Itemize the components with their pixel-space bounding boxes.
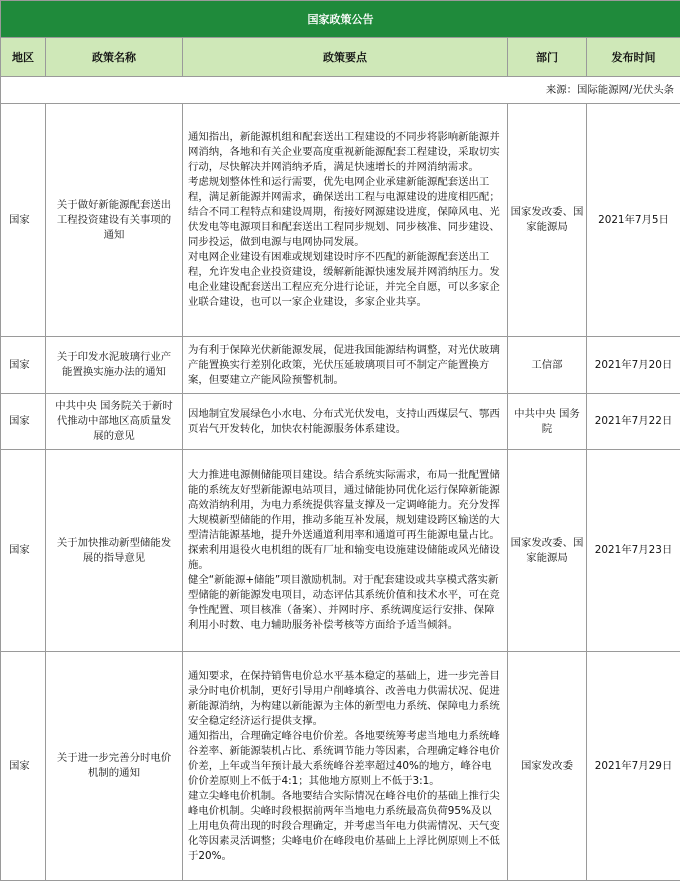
table-row: [1, 652, 680, 881]
cell-policy-points: [183, 394, 508, 450]
cell-policy-name: 关于做好新能源配套送出工程投资建设有关事项的通知: [46, 104, 183, 337]
policy-point: 通知要求，在保持销售电价总水平基本稳定的基础上，进一步完善目录分时电价机制，更好引导用户削峰填谷、改善电力供需状况、促进新能源消纳，为构建以新能源为主体的新型电力系统、保障电力系统安全稳定经济运行提供支撑。: [188, 669, 500, 727]
cell-policy-name: 关于印发水泥玻璃行业产能置换实施办法的通知: [46, 337, 183, 394]
cell-policy-name: 关于进一步完善分时电价机制的通知: [46, 652, 183, 881]
header-row: [1, 38, 680, 77]
cell-date: 2021年7月29日: [587, 652, 680, 881]
title-row: [1, 1, 680, 38]
cell-dept: 国家发改委、国家能源局: [508, 104, 587, 337]
header-date: 发布时间: [587, 38, 680, 77]
cell-region: 国家: [1, 652, 46, 881]
cell-policy-name: 中共中央 国务院关于新时代推动中部地区高质量发展的意见: [46, 394, 183, 450]
cell-date: 2021年7月20日: [587, 337, 680, 394]
policy-point: 通知指出，新能源机组和配套送出工程建设的不同步将影响新能源并网消纳，各地和有关企业要高度重视新能源配套工程建设，采取切实行动，尽快解决并网消纳矛盾，满足快速增长的并网消纳需求。: [188, 131, 500, 173]
policy-point: 健全“新能源+储能”项目激励机制。对于配套建设或共享模式落实新型储能的新能源发电项目，动态评估其系统价值和技术水平，可在竞争性配置、项目核准（备案）、并网时序、系统调度运行安排、保障利用小时数、电力辅助服务补偿考核等方面给予适当倾斜。: [188, 574, 500, 631]
cell-dept: 工信部: [508, 337, 587, 394]
cell-policy-name: 关于加快推动新型储能发展的指导意见: [46, 450, 183, 652]
cell-dept: 国家发改委、国家能源局: [508, 450, 587, 652]
table-row: [1, 104, 680, 337]
cell-date: 2021年7月22日: [587, 394, 680, 450]
header-points: 政策要点: [183, 38, 508, 77]
cell-policy-points: [183, 652, 508, 881]
cell-dept: 中共中央 国务院: [508, 394, 587, 450]
table-row: [1, 394, 680, 450]
cell-region: 国家: [1, 104, 46, 337]
policy-point: 为有利于保障光伏新能源发展，促进我国能源结构调整，对光伏玻璃产能置换实行差别化政策，光伏压延玻璃项目可不制定产能置换方案，但要建立产能风险预警机制。: [188, 343, 500, 386]
cell-region: 国家: [1, 337, 46, 394]
cell-region: 国家: [1, 450, 46, 652]
policy-point: 考虑规划整体性和运行需要，优先电网企业承建新能源配套送出工程，满足新能源并网需求，确保送出工程与电源建设的进度相匹配；结合不同工程特点和建设周期，衔接好网源建设进度，保障风电、光伏发电等电源项目和配套送出工程同步规划、同步核准、同步建设、同步投运，做到电源与电网协同发展。: [188, 176, 500, 248]
cell-date: 2021年7月5日: [587, 104, 680, 337]
header-dept: 部门: [508, 38, 587, 77]
policy-point: 对电网企业建设有困难或规划建设时序不匹配的新能源配套送出工程，允许发电企业投资建设，缓解新能源快速发展并网消纳压力。发电企业建设配套送出工程应充分进行论证，并完全自愿，可以多家企业联合建设，也可以一家企业建设，多家企业共享。: [188, 251, 500, 308]
cell-dept: 国家发改委: [508, 652, 587, 881]
policy-point: 因地制宜发展绿色小水电、分布式光伏发电，支持山西煤层气、鄂西页岩气开发转化，加快农村能源服务体系建设。: [188, 407, 500, 435]
table-row: [1, 337, 680, 394]
table-row: [1, 450, 680, 652]
source-row: [1, 77, 680, 104]
policy-point: 大力推进电源侧储能项目建设。结合系统实际需求，布局一批配置储能的系统友好型新能源电站项目，通过储能协同优化运行保障新能源高效消纳利用，为电力系统提供容量支撑及一定调峰能力。充分发挥大规模新型储能的作用，推动多能互补发展，规划建设跨区输送的大型清洁能源基地，提升外送通道利用率和通道可再生能源电量占比。探索利用退役火电机组的既有厂址和输变电设施建设储能或风光储设施。: [188, 469, 500, 571]
header-region: 地区: [1, 38, 46, 77]
policy-point: 建立尖峰电价机制。各地要结合实际情况在峰谷电价的基础上推行尖峰电价机制。尖峰时段根据前两年当地电力系统最高负荷95%及以上用电负荷出现的时段合理确定，并考虑当年电力供需情况、天气变化等因素灵活调整；尖峰电价在峰段电价基础上上浮比例原则上不低于20%。: [188, 789, 500, 862]
cell-region: 国家: [1, 394, 46, 450]
table-title: 国家政策公告: [1, 1, 680, 38]
cell-policy-points: [183, 104, 508, 337]
source-note: 来源：国际能源网/光伏头条: [1, 77, 680, 104]
cell-date: 2021年7月23日: [587, 450, 680, 652]
header-name: 政策名称: [46, 38, 183, 77]
policy-point: 通知指出，合理确定峰谷电价价差。各地要统筹考虑当地电力系统峰谷差率、新能源装机占比、系统调节能力等因素，合理确定峰谷电价价差，上年或当年预计最大系统峰谷差率超过40%的地方，峰谷电价价差原则上不低于4:1；其他地方原则上不低于3:1。: [188, 729, 500, 787]
cell-policy-points: [183, 337, 508, 394]
cell-policy-points: [183, 450, 508, 652]
